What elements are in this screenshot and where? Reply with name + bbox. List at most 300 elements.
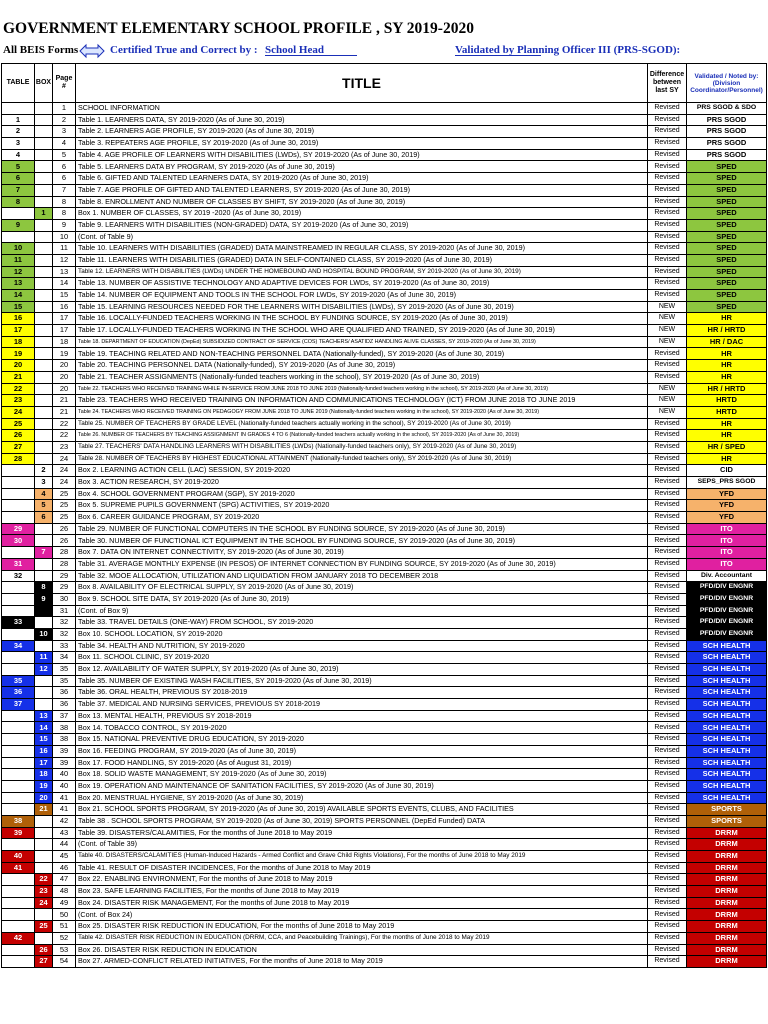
box-number-cell (35, 184, 53, 196)
title-cell: Table 29. NUMBER OF FUNCTIONAL COMPUTERS IN THE SCHOOL BY FUNDING SOURCE, SY 2019-2020 (As of June 30, 2019) (76, 523, 648, 535)
validator-cell: HR (687, 313, 767, 325)
difference-cell: NEW (648, 301, 687, 313)
box-number-cell (35, 173, 53, 185)
title-cell: Table 10. LEARNERS WITH DISABILITIES (GRADED) DATA MAINSTREAMED IN REGULAR CLASS, SY 2019-2020 (As of June 30, 2019) (76, 243, 648, 255)
table-number-cell (2, 757, 35, 769)
table-row[interactable] (2, 301, 767, 313)
table-row[interactable] (2, 500, 767, 512)
box-number-cell (35, 336, 53, 348)
table-row[interactable] (2, 874, 767, 886)
page-number-cell: 11 (53, 243, 76, 255)
table-row[interactable] (2, 453, 767, 465)
table-row[interactable] (2, 921, 767, 933)
page-number-cell: 13 (53, 266, 76, 278)
table-number-cell (2, 103, 35, 115)
box-number-cell: 8 (35, 582, 53, 594)
page-number-cell: 43 (53, 827, 76, 839)
table-row[interactable] (2, 699, 767, 711)
validator-cell: YFD (687, 500, 767, 512)
validator-cell: SPED (687, 254, 767, 266)
page-number-cell: 5 (53, 149, 76, 161)
title-cell: Table 35. NUMBER OF EXISTING WASH FACILITIES, SY 2019-2020 (As of June 30, 2019) (76, 675, 648, 687)
difference-cell: Revised (648, 874, 687, 886)
difference-cell: Revised (648, 628, 687, 640)
page-number-cell: 47 (53, 874, 76, 886)
table-number-cell: 30 (2, 535, 35, 547)
validator-cell: SPED (687, 301, 767, 313)
table-row[interactable] (2, 465, 767, 477)
table-row[interactable] (2, 570, 767, 582)
page-number-cell: 28 (53, 547, 76, 559)
difference-cell: Revised (648, 453, 687, 465)
table-row[interactable] (2, 325, 767, 337)
col-difference: Difference between last SY (648, 64, 687, 103)
difference-cell: Revised (648, 243, 687, 255)
table-row[interactable] (2, 184, 767, 196)
table-row[interactable] (2, 640, 767, 652)
table-row[interactable] (2, 839, 767, 851)
box-number-cell (35, 909, 53, 921)
table-row[interactable] (2, 266, 767, 278)
title-cell: Table 40. DISASTERS/CALAMITIES (Human-Induced Hazards - Armed Conflict and Grave Child Rights Violations), For the months of June 2018 to May 2019 (76, 851, 648, 863)
validator-signature-line[interactable] (455, 44, 541, 56)
table-row[interactable] (2, 512, 767, 524)
table-row[interactable] (2, 126, 767, 138)
box-number-cell (35, 196, 53, 208)
difference-cell: Revised (648, 126, 687, 138)
title-cell: Table 8. ENROLLMENT AND NUMBER OF CLASSES BY SHIFT, SY 2019-2020 (As of June 30, 2019) (76, 196, 648, 208)
table-row[interactable] (2, 628, 767, 640)
table-row[interactable] (2, 383, 767, 395)
difference-cell: Revised (648, 757, 687, 769)
validator-cell: PFD/DIV ENGNR (687, 628, 767, 640)
difference-cell: Revised (648, 769, 687, 781)
box-number-cell (35, 290, 53, 302)
table-number-cell: 8 (2, 196, 35, 208)
box-number-cell (35, 815, 53, 827)
validator-cell: PRS SGOD (687, 114, 767, 126)
table-number-cell: 1 (2, 114, 35, 126)
box-number-cell (35, 360, 53, 372)
difference-cell: Revised (648, 886, 687, 898)
table-row[interactable] (2, 944, 767, 956)
table-row[interactable] (2, 313, 767, 325)
difference-cell: Revised (648, 138, 687, 150)
title-cell: Box 12. AVAILABILITY OF WATER SUPPLY, SY 2019-2020 (As of June 30, 2019) (76, 664, 648, 676)
validator-cell: HR (687, 453, 767, 465)
table-number-cell: 18 (2, 336, 35, 348)
title-cell: Table 5. LEARNERS DATA BY PROGRAM, SY 2019-2020 (As of June 30, 2019) (76, 161, 648, 173)
difference-cell: Revised (648, 652, 687, 664)
page-number-cell: 38 (53, 734, 76, 746)
table-number-cell: 6 (2, 173, 35, 185)
title-cell: Table 18. DEPARTMENT OF EDUCATION (DepEd) SUBSIDIZED CONTRACT OF SERVICE (COS) TEACHERS/ ASATIDZ HANDLING ALIVE CLASSES, SY 2019-2020 (As of June 30, 2019) (76, 336, 648, 348)
page-number-cell: 25 (53, 512, 76, 524)
validator-cell: SCH HEALTH (687, 745, 767, 757)
table-row[interactable] (2, 932, 767, 944)
table-row[interactable] (2, 523, 767, 535)
page-number-cell: 24 (53, 465, 76, 477)
difference-cell: NEW (648, 336, 687, 348)
table-row[interactable] (2, 196, 767, 208)
table-row[interactable] (2, 582, 767, 594)
table-row[interactable] (2, 886, 767, 898)
table-row[interactable] (2, 757, 767, 769)
validator-cell: PRS SGOD (687, 126, 767, 138)
table-row[interactable] (2, 149, 767, 161)
validator-cell: HR / HRTD (687, 325, 767, 337)
box-number-cell (35, 570, 53, 582)
difference-cell: Revised (648, 687, 687, 699)
box-number-cell (35, 278, 53, 290)
title-cell: Table 25. NUMBER OF TEACHERS BY GRADE LEVEL (Nationally-funded teachers actually working in the school), SY 2019-2020 (As of June 30, 2019) (76, 418, 648, 430)
table-number-cell (2, 944, 35, 956)
page-number-cell: 46 (53, 862, 76, 874)
title-cell: Table 42. DISASTER RISK REDUCTION IN EDUCATION (DRRM, CCA, and Peacebuilding Trainings), For the months of June 2018 to May 2019 (76, 932, 648, 944)
table-row[interactable] (2, 360, 767, 372)
page-number-cell: 25 (53, 488, 76, 500)
page-number-cell: 2 (53, 114, 76, 126)
table-row[interactable] (2, 792, 767, 804)
page-number-cell: 23 (53, 441, 76, 453)
col-table: TABLE (2, 64, 35, 103)
table-row[interactable] (2, 558, 767, 570)
table-row[interactable] (2, 851, 767, 863)
table-number-cell: 10 (2, 243, 35, 255)
table-row[interactable] (2, 441, 767, 453)
validator-cell: SPED (687, 231, 767, 243)
difference-cell: Revised (648, 500, 687, 512)
table-number-cell: 33 (2, 617, 35, 629)
table-row[interactable] (2, 219, 767, 231)
difference-cell: Revised (648, 278, 687, 290)
box-number-cell (35, 114, 53, 126)
page-number-cell: 17 (53, 313, 76, 325)
col-box: BOX (35, 64, 53, 103)
table-row[interactable] (2, 956, 767, 968)
validator-cell: DRRM (687, 851, 767, 863)
table-row[interactable] (2, 231, 767, 243)
table-row[interactable] (2, 862, 767, 874)
difference-cell: Revised (648, 605, 687, 617)
difference-cell: Revised (648, 149, 687, 161)
page-number-cell: 48 (53, 886, 76, 898)
box-number-cell: 12 (35, 664, 53, 676)
validator-cell: SPED (687, 184, 767, 196)
school-head-signature-line[interactable] (265, 44, 357, 56)
box-number-cell (35, 605, 53, 617)
box-number-cell (35, 675, 53, 687)
table-number-cell (2, 465, 35, 477)
table-number-cell: 13 (2, 278, 35, 290)
table-number-cell (2, 512, 35, 524)
difference-cell: Revised (648, 664, 687, 676)
page-number-cell: 36 (53, 687, 76, 699)
difference-cell: Revised (648, 780, 687, 792)
box-number-cell: 4 (35, 488, 53, 500)
title-cell: Box 9. SCHOOL SITE DATA, SY 2019-2020 (As of June 30, 2019) (76, 593, 648, 605)
title-cell: Table 20. TEACHING PERSONNEL DATA (Nationally-funded), SY 2019-2020 (As of June 30, 2019) (76, 360, 648, 372)
all-forms-label: All BEIS Forms (3, 44, 79, 56)
table-number-cell: 2 (2, 126, 35, 138)
table-row[interactable] (2, 371, 767, 383)
table-row[interactable] (2, 780, 767, 792)
table-row[interactable] (2, 477, 767, 489)
page-number-cell: 36 (53, 699, 76, 711)
table-row[interactable] (2, 897, 767, 909)
table-number-cell: 39 (2, 827, 35, 839)
box-number-cell (35, 301, 53, 313)
table-row[interactable] (2, 290, 767, 302)
validator-cell: DRRM (687, 827, 767, 839)
difference-cell: Revised (648, 231, 687, 243)
title-cell: Table 7. AGE PROFILE OF GIFTED AND TALENTED LEARNERS, SY 2019-2020 (As of June 30, 2019) (76, 184, 648, 196)
table-row[interactable] (2, 406, 767, 418)
title-cell: Table 32. MOOE ALLOCATION, UTILIZATION AND LIQUIDATION FROM JANUARY 2018 TO DECEMBER 2018 (76, 570, 648, 582)
table-number-cell (2, 886, 35, 898)
table-number-cell (2, 628, 35, 640)
forms-table (1, 63, 767, 968)
box-number-cell: 22 (35, 874, 53, 886)
table-number-cell (2, 208, 35, 220)
title-cell: Box 14. TOBACCO CONTROL, SY 2019-2020 (76, 722, 648, 734)
table-row[interactable] (2, 173, 767, 185)
col-title: TITLE (76, 64, 648, 103)
col-validated: Validated / Noted by: (Division Coordinator/Personnel) (687, 64, 767, 103)
table-row[interactable] (2, 103, 767, 115)
box-number-cell: 5 (35, 500, 53, 512)
table-row[interactable] (2, 664, 767, 676)
table-row[interactable] (2, 161, 767, 173)
page-number-cell: 7 (53, 184, 76, 196)
page-number-cell: 22 (53, 418, 76, 430)
box-number-cell: 20 (35, 792, 53, 804)
page-number-cell: 8 (53, 208, 76, 220)
validator-cell: DRRM (687, 862, 767, 874)
table-number-cell (2, 722, 35, 734)
table-number-cell (2, 874, 35, 886)
title-cell: Table 3. REPEATERS AGE PROFILE, SY 2019-2020 (As of June 30, 2019) (76, 138, 648, 150)
title-cell: (Cont. of Table 39) (76, 839, 648, 851)
table-row[interactable] (2, 208, 767, 220)
table-row[interactable] (2, 675, 767, 687)
title-cell: Box 16. FEEDING PROGRAM, SY 2019-2020 (As of June 30, 2019) (76, 745, 648, 757)
page-number-cell: 16 (53, 301, 76, 313)
validator-cell: YFD (687, 512, 767, 524)
table-row[interactable] (2, 488, 767, 500)
table-number-cell: 23 (2, 395, 35, 407)
difference-cell: NEW (648, 406, 687, 418)
validator-cell: HRTD (687, 395, 767, 407)
table-row[interactable] (2, 138, 767, 150)
title-cell: Table 6. GIFTED AND TALENTED LEARNERS DATA, SY 2019-2020 (As of June 30, 2019) (76, 173, 648, 185)
validator-cell: PFD/DIV ENGNR (687, 593, 767, 605)
page-number-cell: 21 (53, 395, 76, 407)
difference-cell: Revised (648, 418, 687, 430)
page-number-cell: 1 (53, 103, 76, 115)
page-number-cell: 6 (53, 161, 76, 173)
table-number-cell (2, 769, 35, 781)
box-number-cell: 6 (35, 512, 53, 524)
box-number-cell: 3 (35, 477, 53, 489)
box-number-cell: 11 (35, 652, 53, 664)
box-number-cell: 24 (35, 897, 53, 909)
table-row[interactable] (2, 348, 767, 360)
table-number-cell: 40 (2, 851, 35, 863)
table-row[interactable] (2, 547, 767, 559)
validator-cell: SCH HEALTH (687, 699, 767, 711)
table-number-cell (2, 909, 35, 921)
table-number-cell: 12 (2, 266, 35, 278)
box-number-cell (35, 851, 53, 863)
table-row[interactable] (2, 254, 767, 266)
table-row[interactable] (2, 652, 767, 664)
table-row[interactable] (2, 745, 767, 757)
page-number-cell: 20 (53, 360, 76, 372)
title-cell: Table 2. LEARNERS AGE PROFILE, SY 2019-2020 (As of June 30, 2019) (76, 126, 648, 138)
difference-cell: Revised (648, 944, 687, 956)
table-number-cell: 20 (2, 360, 35, 372)
table-number-cell (2, 897, 35, 909)
table-row[interactable] (2, 395, 767, 407)
validator-cell: SCH HEALTH (687, 640, 767, 652)
difference-cell: Revised (648, 675, 687, 687)
title-cell: Box 26. DISASTER RISK REDUCTION IN EDUCATION (76, 944, 648, 956)
table-number-cell: 35 (2, 675, 35, 687)
page-number-cell: 9 (53, 219, 76, 231)
validator-cell: DRRM (687, 874, 767, 886)
title-cell: Table 12. LEARNERS WITH DISABILITIES (LWDs) UNDER THE HOMEBOUND AND HOSPITAL BOUND PROGRAM, SY 2019-2020 (As of June 30, 2019) (76, 266, 648, 278)
table-row[interactable] (2, 815, 767, 827)
box-number-cell: 15 (35, 734, 53, 746)
page-number-cell: 39 (53, 745, 76, 757)
page-number-cell: 37 (53, 710, 76, 722)
validator-cell: HR (687, 371, 767, 383)
table-number-cell: 37 (2, 699, 35, 711)
box-number-cell (35, 126, 53, 138)
page-number-cell: 44 (53, 839, 76, 851)
validator-cell: SCH HEALTH (687, 664, 767, 676)
page-number-cell: 25 (53, 500, 76, 512)
box-number-cell (35, 827, 53, 839)
table-number-cell (2, 605, 35, 617)
table-row[interactable] (2, 336, 767, 348)
title-cell: Box 18. SOLID WASTE MANAGEMENT, SY 2019-2020 (As of June 30, 2019) (76, 769, 648, 781)
table-number-cell (2, 734, 35, 746)
page-number-cell: 24 (53, 477, 76, 489)
page-title: GOVERNMENT ELEMENTARY SCHOOL PROFILE , SY 2019-2020 (3, 20, 474, 37)
difference-cell: Revised (648, 266, 687, 278)
validator-cell: SCH HEALTH (687, 687, 767, 699)
table-row[interactable] (2, 909, 767, 921)
box-number-cell (35, 313, 53, 325)
table-number-cell: 15 (2, 301, 35, 313)
table-number-cell (2, 839, 35, 851)
table-row[interactable] (2, 617, 767, 629)
page-number-cell: 26 (53, 523, 76, 535)
title-cell: Table 27. TEACHERS' DATA HANDLING LEARNERS WITH DISABILITIES (LWDs) (Nationally-funded teachers only), SY 2019-2020 (As of June 30, 2019) (76, 441, 648, 453)
table-row[interactable] (2, 687, 767, 699)
box-number-cell (35, 231, 53, 243)
table-row[interactable] (2, 114, 767, 126)
table-number-cell: 42 (2, 932, 35, 944)
difference-cell: Revised (648, 161, 687, 173)
validator-cell: CID (687, 465, 767, 477)
difference-cell: Revised (648, 722, 687, 734)
difference-cell: Revised (648, 851, 687, 863)
title-cell: Table 4. AGE PROFILE OF LEARNERS WITH DISABILITIES (LWDs), SY 2019-2020 (As of June 30, 2019) (76, 149, 648, 161)
table-row[interactable] (2, 734, 767, 746)
table-row[interactable] (2, 418, 767, 430)
table-number-cell (2, 477, 35, 489)
table-row[interactable] (2, 535, 767, 547)
page-number-cell: 4 (53, 138, 76, 150)
validator-cell: SPED (687, 161, 767, 173)
page-number-cell: 41 (53, 804, 76, 816)
title-cell: Table 28. NUMBER OF TEACHERS BY HIGHEST EDUCATIONAL ATTAINMENT (Nationally-funded teachers only), SY 2019-2020 (As of June 30, 2019) (76, 453, 648, 465)
table-row[interactable] (2, 593, 767, 605)
title-cell: Box 5. SUPREME PUPILS GOVERNMENT (SPG) ACTIVITIES, SY 2019-2020 (76, 500, 648, 512)
table-row[interactable] (2, 827, 767, 839)
box-number-cell: 2 (35, 465, 53, 477)
col-page: Page # (53, 64, 76, 103)
difference-cell: Revised (648, 956, 687, 968)
page-number-cell: 19 (53, 348, 76, 360)
title-cell: Table 9. LEARNERS WITH DISABILITIES (NON-GRADED) DATA, SY 2019-2020 (As of June 30, 2019) (76, 219, 648, 231)
box-number-cell (35, 406, 53, 418)
table-row[interactable] (2, 243, 767, 255)
table-number-cell (2, 488, 35, 500)
page-number-cell: 10 (53, 231, 76, 243)
title-cell: Box 21. SCHOOL SPORTS PROGRAM, SY 2019-2020 (As of June 30, 2019) AVAILABLE SPORTS EVENTS, CLUBS, AND FACILITIES (76, 804, 648, 816)
table-row[interactable] (2, 710, 767, 722)
title-cell: Table 11. LEARNERS WITH DISABILITIES (GRADED) DATA IN SELF-CONTAINED CLASS, SY 2019-2020 (As of June 30, 2019) (76, 254, 648, 266)
table-number-cell: 5 (2, 161, 35, 173)
difference-cell: Revised (648, 219, 687, 231)
validator-cell: HR (687, 430, 767, 442)
validator-cell: ITO (687, 558, 767, 570)
page-number-cell: 24 (53, 453, 76, 465)
validator-cell: HR / HRTD (687, 383, 767, 395)
page-number-cell: 35 (53, 664, 76, 676)
title-cell: Table 39. DISASTERS/CALAMITIES, For the months of June 2018 to May 2019 (76, 827, 648, 839)
page-number-cell: 32 (53, 628, 76, 640)
double-arrow-icon[interactable] (79, 43, 105, 59)
difference-cell: NEW (648, 325, 687, 337)
box-number-cell (35, 535, 53, 547)
table-number-cell (2, 593, 35, 605)
validator-cell: ITO (687, 523, 767, 535)
table-row[interactable] (2, 722, 767, 734)
page-number-cell: 32 (53, 617, 76, 629)
title-cell: Box 17. FOOD HANDLING, SY 2019-2020 (As of August 31, 2019) (76, 757, 648, 769)
title-cell: Table 19. TEACHING RELATED AND NON-TEACHING PERSONNEL DATA (Nationally-funded), SY 2019-2020 (As of June 30, 2019) (76, 348, 648, 360)
difference-cell: Revised (648, 477, 687, 489)
validator-cell: SCH HEALTH (687, 722, 767, 734)
table-row[interactable] (2, 430, 767, 442)
table-row[interactable] (2, 605, 767, 617)
table-row[interactable] (2, 278, 767, 290)
difference-cell: Revised (648, 208, 687, 220)
box-number-cell (35, 219, 53, 231)
table-row[interactable] (2, 769, 767, 781)
page-number-cell: 26 (53, 535, 76, 547)
table-number-cell: 21 (2, 371, 35, 383)
table-number-cell: 27 (2, 441, 35, 453)
title-cell: Box 2. LEARNING ACTION CELL (LAC) SESSION, SY 2019-2020 (76, 465, 648, 477)
validator-cell: SCH HEALTH (687, 792, 767, 804)
table-row[interactable] (2, 804, 767, 816)
